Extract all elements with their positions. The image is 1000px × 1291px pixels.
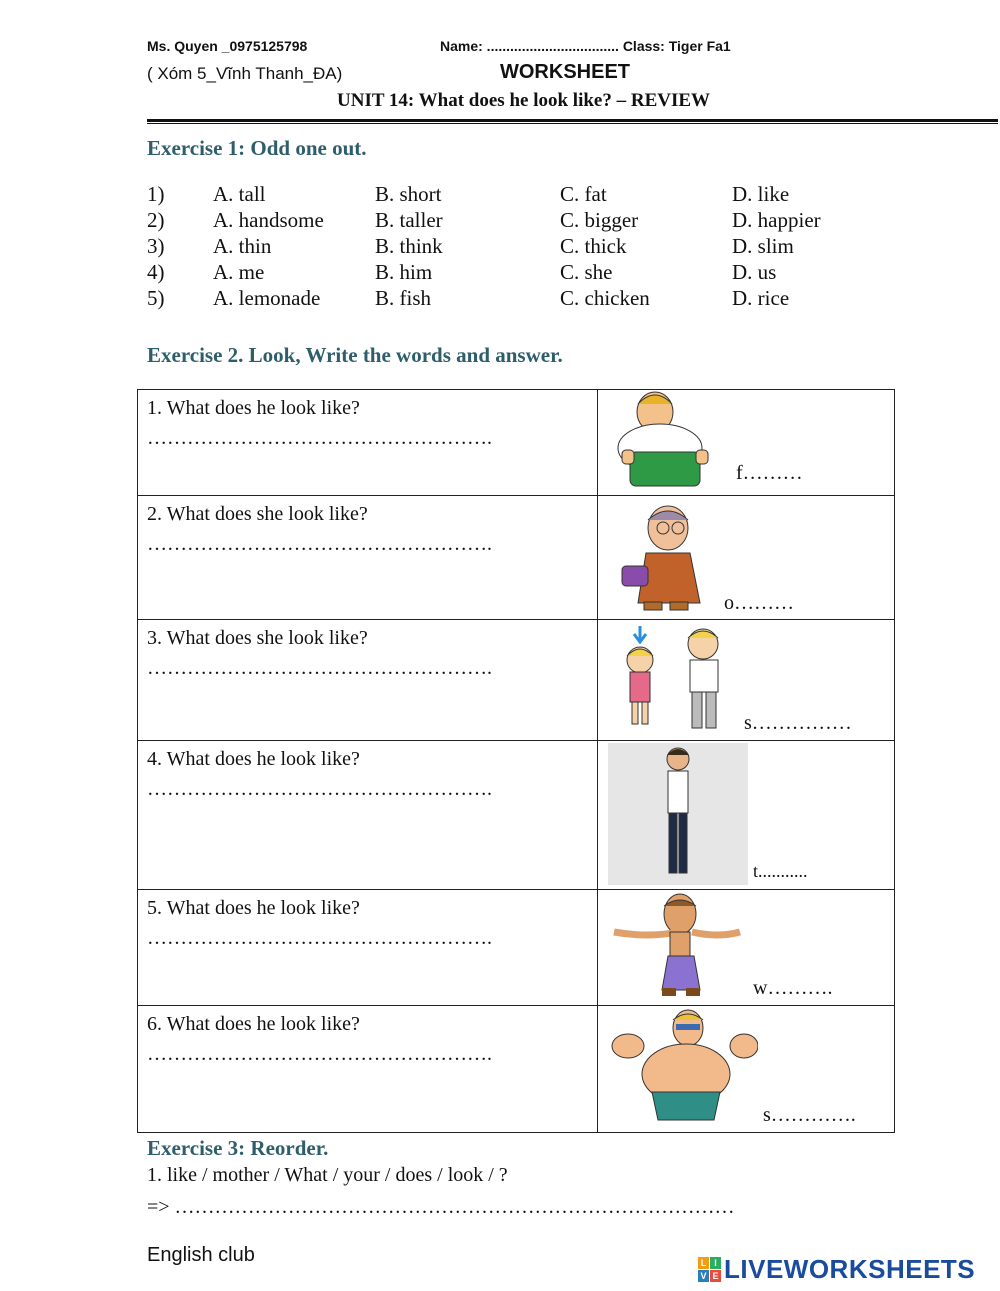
ex1-option[interactable]: B. short xyxy=(375,182,442,206)
tall-man-picture xyxy=(608,743,748,885)
hint-answer[interactable]: t........... xyxy=(753,861,808,881)
ex1-num: 3) xyxy=(147,234,165,258)
question-text: 4. What does he look like? xyxy=(147,748,360,770)
ex1-option[interactable]: D. slim xyxy=(732,234,794,258)
question-text: 1. What does he look like? xyxy=(147,397,360,419)
logo-letter: L xyxy=(698,1257,709,1269)
question-cell xyxy=(138,620,598,741)
exercise2-table xyxy=(137,389,895,1133)
picture-cell xyxy=(598,390,895,496)
answer-line[interactable]: ……………………………………………. xyxy=(147,778,492,800)
ex1-num: 4) xyxy=(147,260,165,284)
teacher-info: Ms. Quyen _0975125798 xyxy=(147,38,308,54)
question-cell xyxy=(138,496,598,620)
answer-line[interactable]: ……………………………………………. xyxy=(147,1043,492,1065)
header-rule-thin xyxy=(147,123,998,124)
hint-answer[interactable]: s…………… xyxy=(744,712,852,734)
exercise2-title: Exercise 2. Look, Write the words and answer. xyxy=(147,343,563,367)
ex1-option[interactable]: A. lemonade xyxy=(213,286,321,310)
ex1-option[interactable]: B. fish xyxy=(375,286,432,310)
picture-cell xyxy=(598,741,895,890)
question-cell xyxy=(138,890,598,1006)
ex1-option[interactable]: C. fat xyxy=(560,182,607,206)
ex1-option[interactable]: B. him xyxy=(375,260,433,284)
ex1-num: 1) xyxy=(147,182,165,206)
unit-title: UNIT 14: What does he look like? – REVIEW xyxy=(337,90,711,111)
hint-answer[interactable]: o……… xyxy=(724,592,794,614)
worksheet-label: WORKSHEET xyxy=(500,61,630,83)
question-text: 2. What does she look like? xyxy=(147,503,368,525)
ex1-option[interactable]: D. us xyxy=(732,260,777,284)
picture-cell xyxy=(598,890,895,1006)
ex1-option[interactable]: A. handsome xyxy=(213,208,324,232)
hint-answer[interactable]: f……… xyxy=(736,462,803,484)
reorder-item-1: 1. like / mother / What / your / does / look / ? xyxy=(147,1164,508,1186)
answer-line[interactable]: ……………………………………………. xyxy=(147,533,492,555)
fat-man-picture xyxy=(610,390,728,490)
question-text: 5. What does he look like? xyxy=(147,897,360,919)
ex1-option[interactable]: A. me xyxy=(213,260,265,284)
ex1-option[interactable]: C. chicken xyxy=(560,286,650,310)
liveworksheets-logo-icon xyxy=(698,1257,722,1283)
logo-letter: I xyxy=(710,1257,721,1269)
footer-club: English club xyxy=(147,1244,255,1266)
ex1-option[interactable]: D. like xyxy=(732,182,790,206)
ex1-option[interactable]: A. thin xyxy=(213,234,272,258)
short-girl-picture xyxy=(608,622,743,734)
ex1-option[interactable]: C. she xyxy=(560,260,613,284)
ex1-option[interactable]: C. bigger xyxy=(560,208,639,232)
ex1-option[interactable]: C. thick xyxy=(560,234,627,258)
answer-line[interactable]: ……………………………………………. xyxy=(147,657,492,679)
hint-answer[interactable]: w………. xyxy=(753,977,833,999)
answer-line[interactable]: ……………………………………………. xyxy=(147,427,492,449)
hint-answer[interactable]: s…………. xyxy=(763,1104,856,1126)
ex1-num: 2) xyxy=(147,208,165,232)
picture-cell xyxy=(598,1006,895,1133)
question-text: 6. What does he look like? xyxy=(147,1013,360,1035)
name-class-line: Name: .................................. Class: Tiger Fa1 xyxy=(440,38,731,54)
address: ( Xóm 5_Vĩnh Thanh_ĐA) xyxy=(147,64,343,83)
answer-line[interactable]: ……………………………………………. xyxy=(147,927,492,949)
liveworksheets-brand[interactable]: LIVEWORKSHEETS xyxy=(724,1254,976,1284)
question-text: 3. What does she look like? xyxy=(147,627,368,649)
old-woman-picture xyxy=(608,498,728,613)
exercise1-title: Exercise 1: Odd one out. xyxy=(147,136,367,160)
ex1-option[interactable]: B. taller xyxy=(375,208,443,232)
ex1-option[interactable]: A. tall xyxy=(213,182,266,206)
exercise3-title: Exercise 3: Reorder. xyxy=(147,1136,329,1160)
strong-man-picture xyxy=(608,1008,758,1126)
picture-cell xyxy=(598,620,895,741)
header-rule xyxy=(147,119,998,122)
question-cell xyxy=(138,1006,598,1133)
ex1-option[interactable]: B. think xyxy=(375,234,443,258)
logo-letter: E xyxy=(710,1270,721,1282)
logo-letter: V xyxy=(698,1270,709,1282)
question-cell xyxy=(138,390,598,496)
ex1-option[interactable]: D. happier xyxy=(732,208,821,232)
reorder-answer-line[interactable]: => ………………………………………………………………………… xyxy=(147,1196,735,1218)
weak-man-picture xyxy=(608,892,748,1000)
ex1-num: 5) xyxy=(147,286,165,310)
picture-cell xyxy=(598,496,895,620)
ex1-option[interactable]: D. rice xyxy=(732,286,790,310)
question-cell xyxy=(138,741,598,890)
